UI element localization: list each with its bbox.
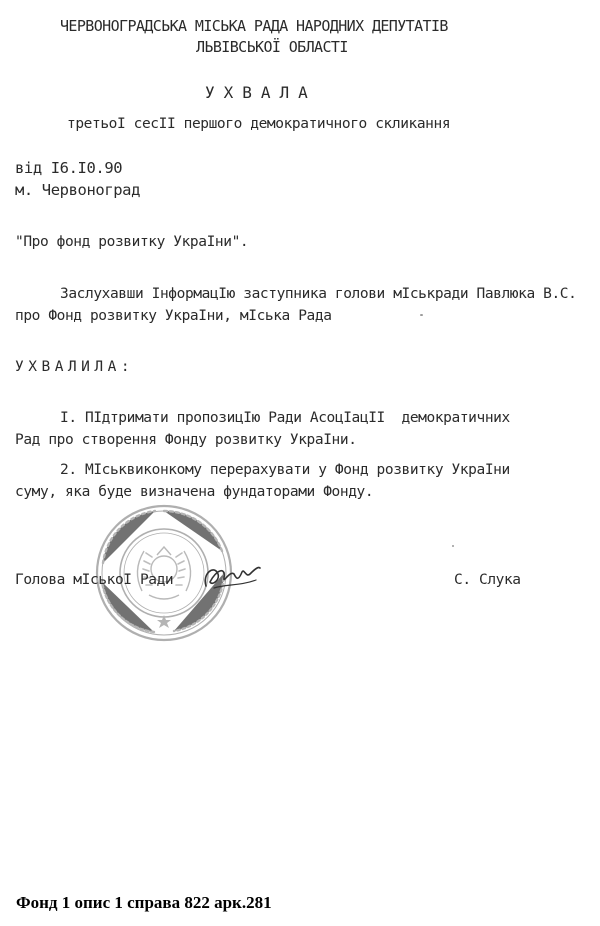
resolution-item-2-line1: 2. МIськвиконкому перерахувати у Фонд розвитку УкраIни bbox=[60, 462, 510, 478]
archive-reference: Фонд 1 опис 1 справа 822 арк.281 bbox=[16, 893, 272, 912]
signatory-role: Голова мIськоI Ради bbox=[15, 572, 174, 588]
council-name-line1: ЧЕРВОНОГРАДСЬКА МІСЬКА РАДА НАРОДНИХ ДЕПУТАТІВ bbox=[60, 17, 448, 35]
signatory-name: С. Слука bbox=[454, 572, 521, 588]
resolution-item-1-line2: Рад про створення Фонду розвитку УкраIни. bbox=[15, 432, 357, 448]
document-title: УХВАЛА bbox=[205, 83, 317, 102]
document-subject: "Про фонд розвитку УкраIни". bbox=[15, 234, 249, 250]
resolution-item-2-line2: суму, яка буде визначена фундаторами Фонду. bbox=[15, 484, 374, 500]
document-city: м. Червоноград bbox=[15, 181, 141, 199]
scan-speck bbox=[420, 314, 423, 316]
session-line: третьоI сесII першого демократичного скликання bbox=[67, 116, 451, 132]
scan-speck bbox=[452, 545, 454, 547]
council-name-line2: ЛЬВІВСЬКОЇ ОБЛАСТІ bbox=[196, 38, 348, 56]
preamble-line1: Заслухавши IнформацIю заступника голови мIськради Павлюка В.С. bbox=[60, 286, 577, 302]
handwritten-signature-icon bbox=[200, 560, 262, 594]
resolution-item-1-line1: I. ПIдтримати пропозицIю Ради АсоцIацII демократичних bbox=[60, 410, 510, 426]
document-date: від I6.I0.90 bbox=[15, 159, 123, 177]
resolved-heading: УХВАЛИЛА: bbox=[15, 359, 135, 375]
preamble-line2: про Фонд розвитку УкраIни, мIська Рада bbox=[15, 308, 332, 324]
